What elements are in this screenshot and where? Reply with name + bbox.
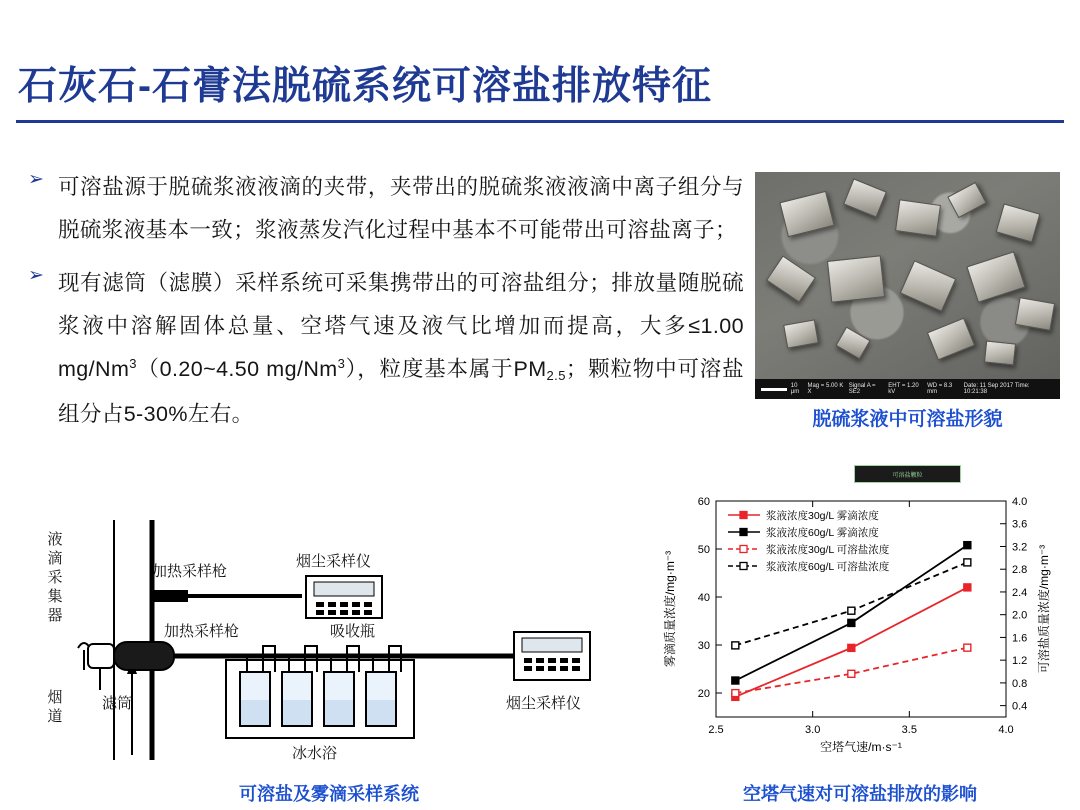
- line-chart: [660, 487, 1060, 772]
- sem-scalebar-line: [761, 388, 787, 391]
- label-absorption-bottle: 吸收瓶: [330, 623, 376, 640]
- sem-inset-label: 可溶盐颗粒: [854, 465, 961, 483]
- svg-text:0.4: 0.4: [1012, 700, 1028, 713]
- bullet-sup-1: 3: [129, 356, 137, 371]
- bullet-marker-icon: ➢: [28, 265, 44, 286]
- svg-text:40: 40: [697, 592, 710, 604]
- sem-scalebar-text: 10 μm: [790, 383, 800, 395]
- bullet-item-1: [24, 166, 744, 252]
- label-filter-cartridge: 滤筒: [102, 695, 133, 712]
- sem-meta-wd: WD = 8.3 mm: [927, 383, 953, 395]
- sem-particle: [1015, 297, 1055, 331]
- sem-particle: [827, 255, 885, 302]
- bullet-text-1: 可溶盐源于脱硫浆液液滴的夹带，夹带出的脱硫浆液液滴中离子组分与脱硫浆液基本一致；浆液蒸发汽化过程中基本不可能带出可溶盐离子；: [58, 175, 744, 242]
- svg-text:20: 20: [697, 688, 710, 700]
- label-flue: 烟道: [47, 689, 63, 725]
- bullet-text-part-3: ），粒度基本属于PM: [345, 357, 547, 381]
- bullet-sup-2: 3: [337, 356, 346, 371]
- sem-particle: [947, 182, 987, 218]
- svg-text:浆液浓度30g/L 可溶盐浓度: 浆液浓度30g/L 可溶盐浓度: [766, 544, 890, 556]
- sem-particle: [766, 255, 816, 302]
- svg-text:3.5: 3.5: [901, 724, 917, 736]
- sem-particle: [779, 191, 834, 238]
- sem-particle: [900, 260, 957, 312]
- svg-text:空塔气速/m·s⁻¹: 空塔气速/m·s⁻¹: [820, 740, 902, 754]
- svg-text:雾滴质量浓度/mg·m⁻³: 雾滴质量浓度/mg·m⁻³: [663, 550, 677, 668]
- bullet-text-2: [58, 262, 744, 436]
- svg-text:0.8: 0.8: [1012, 677, 1028, 690]
- svg-text:1.2: 1.2: [1012, 655, 1028, 668]
- chart-caption: 空塔气速对可溶盐排放的影响: [743, 784, 977, 804]
- bullet-text-part-2: （0.20~4.50 mg/Nm: [136, 357, 338, 381]
- svg-text:2.8: 2.8: [1012, 564, 1028, 577]
- sem-meta-date: Date: 11 Sep 2017 Time: 10:21:38: [963, 383, 1030, 395]
- svg-text:2.5: 2.5: [708, 724, 724, 736]
- bullet-item-2: [24, 262, 744, 436]
- sem-particle: [966, 251, 1025, 303]
- label-heated-gun-main: 加热采样枪: [164, 623, 240, 640]
- sem-meta-eht: EHT = 1.20 kV: [888, 383, 919, 395]
- bullet-list: [24, 166, 744, 446]
- sem-meta-signal: Signal A = SE2: [848, 383, 876, 395]
- svg-text:2.0: 2.0: [1012, 609, 1028, 622]
- sem-particle: [843, 178, 887, 217]
- label-dust-sampler-top: 烟尘采样仪: [296, 553, 372, 570]
- sem-particle: [895, 199, 941, 237]
- bullet-text-part-4: ；颗粒物中可溶盐组分占5-30%左右。: [58, 357, 744, 426]
- bullet-text-part-1: 现有滤筒（滤膜）采样系统可采集携带出的可溶盐组分；排放量随脱硫浆液中溶解固体总量、空塔气速及液气比增加而提高，大多≤1.00 mg/Nm: [58, 271, 744, 381]
- bullet-sub-1: 2.5: [546, 368, 566, 383]
- svg-text:3.6: 3.6: [1012, 518, 1028, 531]
- svg-text:浆液浓度60g/L 可溶盐浓度: 浆液浓度60g/L 可溶盐浓度: [766, 561, 890, 573]
- sem-particle: [984, 340, 1016, 365]
- svg-text:浆液浓度60g/L 雾滴浓度: 浆液浓度60g/L 雾滴浓度: [766, 527, 879, 539]
- page-title: 石灰石-石膏法脱硫系统可溶盐排放特征: [18, 65, 712, 108]
- sem-scalebar: [761, 383, 807, 395]
- svg-text:可溶盐质量浓度/mg·m⁻³: 可溶盐质量浓度/mg·m⁻³: [1037, 544, 1051, 674]
- svg-text:60: 60: [697, 496, 710, 508]
- svg-text:1.6: 1.6: [1012, 632, 1028, 645]
- sem-caption: 脱硫浆液中可溶盐形貌: [812, 409, 1003, 430]
- bullet-marker-icon: ➢: [28, 169, 44, 190]
- svg-text:2.4: 2.4: [1012, 586, 1028, 599]
- sem-meta-mag: Mag = 5.00 K X: [807, 383, 844, 395]
- sem-particle: [835, 326, 870, 359]
- label-dust-sampler-right: 烟尘采样仪: [506, 695, 582, 712]
- sem-particle: [783, 319, 819, 348]
- label-droplet-collector: 液滴采集器: [47, 531, 63, 624]
- sem-particle: [927, 318, 975, 361]
- svg-text:30: 30: [697, 640, 710, 652]
- sampling-system-diagram: [44, 520, 614, 770]
- sem-particle: [996, 203, 1041, 242]
- svg-text:4.0: 4.0: [1012, 496, 1028, 508]
- svg-text:浆液浓度30g/L 雾滴浓度: 浆液浓度30g/L 雾滴浓度: [766, 510, 879, 522]
- title-divider: [16, 120, 1064, 123]
- diagram-caption: 可溶盐及雾滴采样系统: [239, 784, 419, 804]
- sem-photo-surface: [755, 172, 1060, 399]
- label-heated-gun-top: 加热采样枪: [152, 563, 228, 580]
- svg-text:3.2: 3.2: [1012, 541, 1028, 554]
- sem-footer-bar: [755, 379, 1060, 399]
- svg-text:4.0: 4.0: [998, 724, 1014, 736]
- svg-text:3.0: 3.0: [805, 724, 821, 736]
- label-ice-bath: 冰水浴: [292, 745, 338, 762]
- svg-text:50: 50: [697, 544, 710, 556]
